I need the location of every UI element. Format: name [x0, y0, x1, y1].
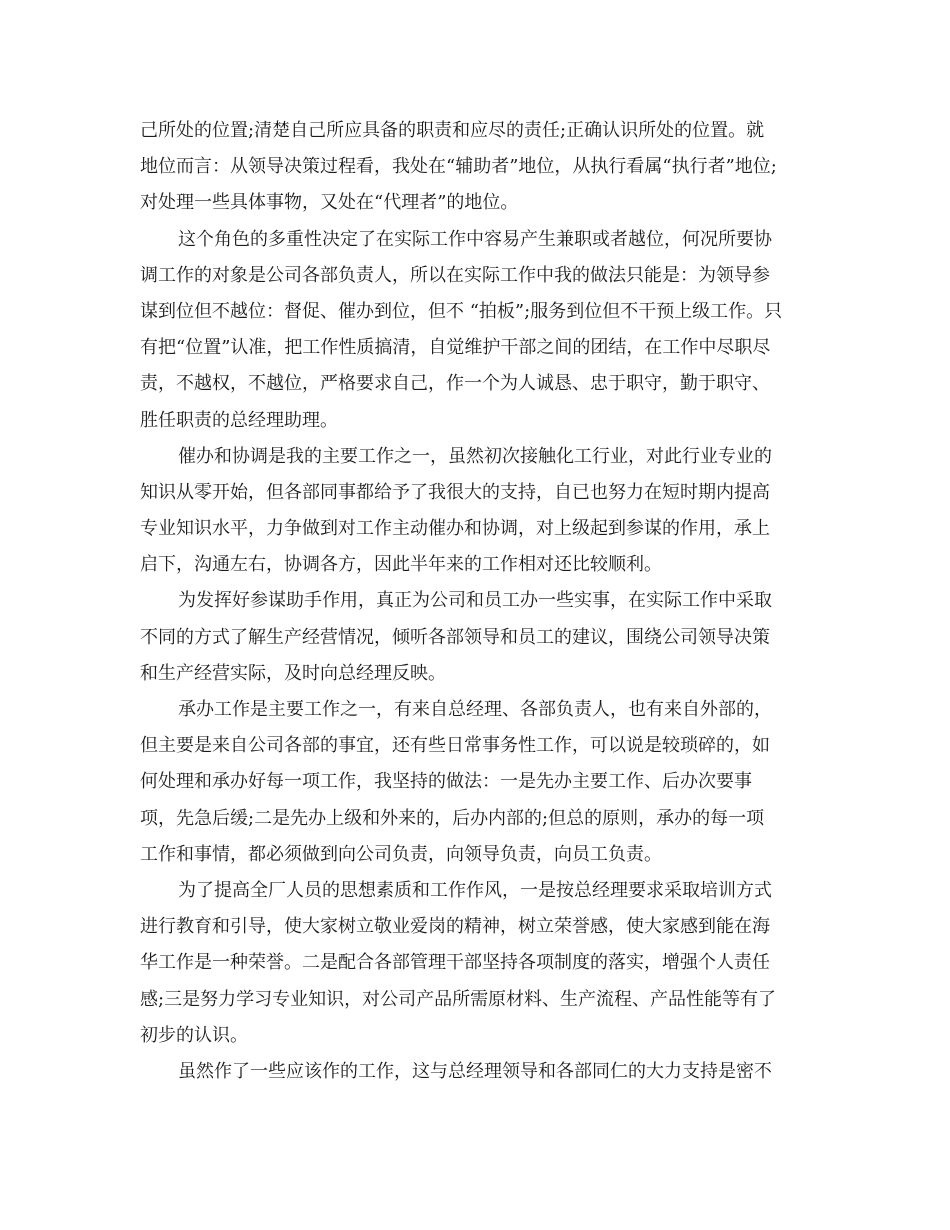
text-line: 为发挥好参谋助手作用，真正为公司和员工办一些实事，在实际工作中采取 [178, 590, 772, 612]
text-line: 初步的认识。 [140, 1024, 248, 1046]
text-line: 华工作是一种荣誉。二是配合各部管理干部坚持各项制度的落实，增强个人责任 [140, 952, 770, 974]
text-line: 谋到位但不越位：督促、催办到位，但不 “拍板”;服务到位但不干预上级工作。只 [140, 300, 783, 322]
text-line: 调工作的对象是公司各部负责人，所以在实际工作中我的做法只能是：为领导参 [140, 264, 770, 286]
text-line: 项，先急后缓;二是先办上级和外来的，后办内部的;但总的原则，承办的每一项 [140, 807, 765, 829]
text-line: 催办和协调是我的主要工作之一，虽然初次接触化工行业，对此行业专业的 [178, 445, 772, 467]
text-line: 知识从零开始，但各部同事都给予了我很大的支持，自已也努力在短时期内提高 [140, 481, 770, 503]
text-line: 但主要是来自公司各部的事宜，还有些日常事务性工作，可以说是较琐碎的，如 [140, 735, 770, 757]
text-line: 进行教育和引导，使大家树立敬业爱岗的精神，树立荣誉感，使大家感到能在海 [140, 916, 770, 938]
text-line: 责，不越权，不越位，严格要求自己，作一个为人诚恳、忠于职守，勤于职守、 [140, 373, 770, 395]
text-line: 虽然作了一些应该作的工作，这与总经理领导和各部同仁的大力支持是密不 [178, 1060, 772, 1082]
document-body [140, 113, 812, 1090]
text-line: 地位而言：从领导决策过程看，我处在“辅助者”地位，从执行看属“执行者”地位; [140, 156, 777, 178]
text-line: 有把“位置”认准，把工作性质搞清，自觉维护干部之间的团结，在工作中尽职尽 [140, 337, 771, 359]
text-line: 工作和事情，都必须做到向公司负责，向领导负责，向员工负责。 [140, 843, 662, 865]
text-line: 和生产经营实际，及时向总经理反映。 [140, 662, 446, 684]
text-line: 不同的方式了解生产经营情况，倾听各部领导和员工的建议，围绕公司领导决策 [140, 626, 770, 648]
text-line: 专业知识水平，力争做到对工作主动催办和协调，对上级起到参谋的作用，承上 [140, 518, 770, 540]
text-line: 感;三是努力学习专业知识，对公司产品所需原材料、生产流程、产品性能等有了 [140, 988, 777, 1010]
text-line: 己所处的位置;清楚自己所应具备的职责和应尽的责任;正确认识所处的位置。就 [140, 120, 765, 141]
text-line: 为了提高全厂人员的思想素质和工作作风，一是按总经理要求采取培训方式 [178, 879, 772, 901]
text-line: 对处理一些具体事物，又处在“代理者”的地位。 [140, 192, 519, 214]
text-line: 这个角色的多重性决定了在实际工作中容易产生兼职或者越位，何况所要协 [178, 228, 772, 250]
text-line: 承办工作是主要工作之一，有来自总经理、各部负责人，也有来自外部的， [178, 699, 772, 720]
text-line: 胜任职责的总经理助理。 [140, 409, 338, 431]
text-line: 何处理和承办好每一项工作，我坚持的做法：一是先办主要工作、后办次要事 [140, 771, 752, 793]
text-line: 启下，沟通左右，协调各方，因此半年来的工作相对还比较顺利。 [140, 554, 662, 576]
